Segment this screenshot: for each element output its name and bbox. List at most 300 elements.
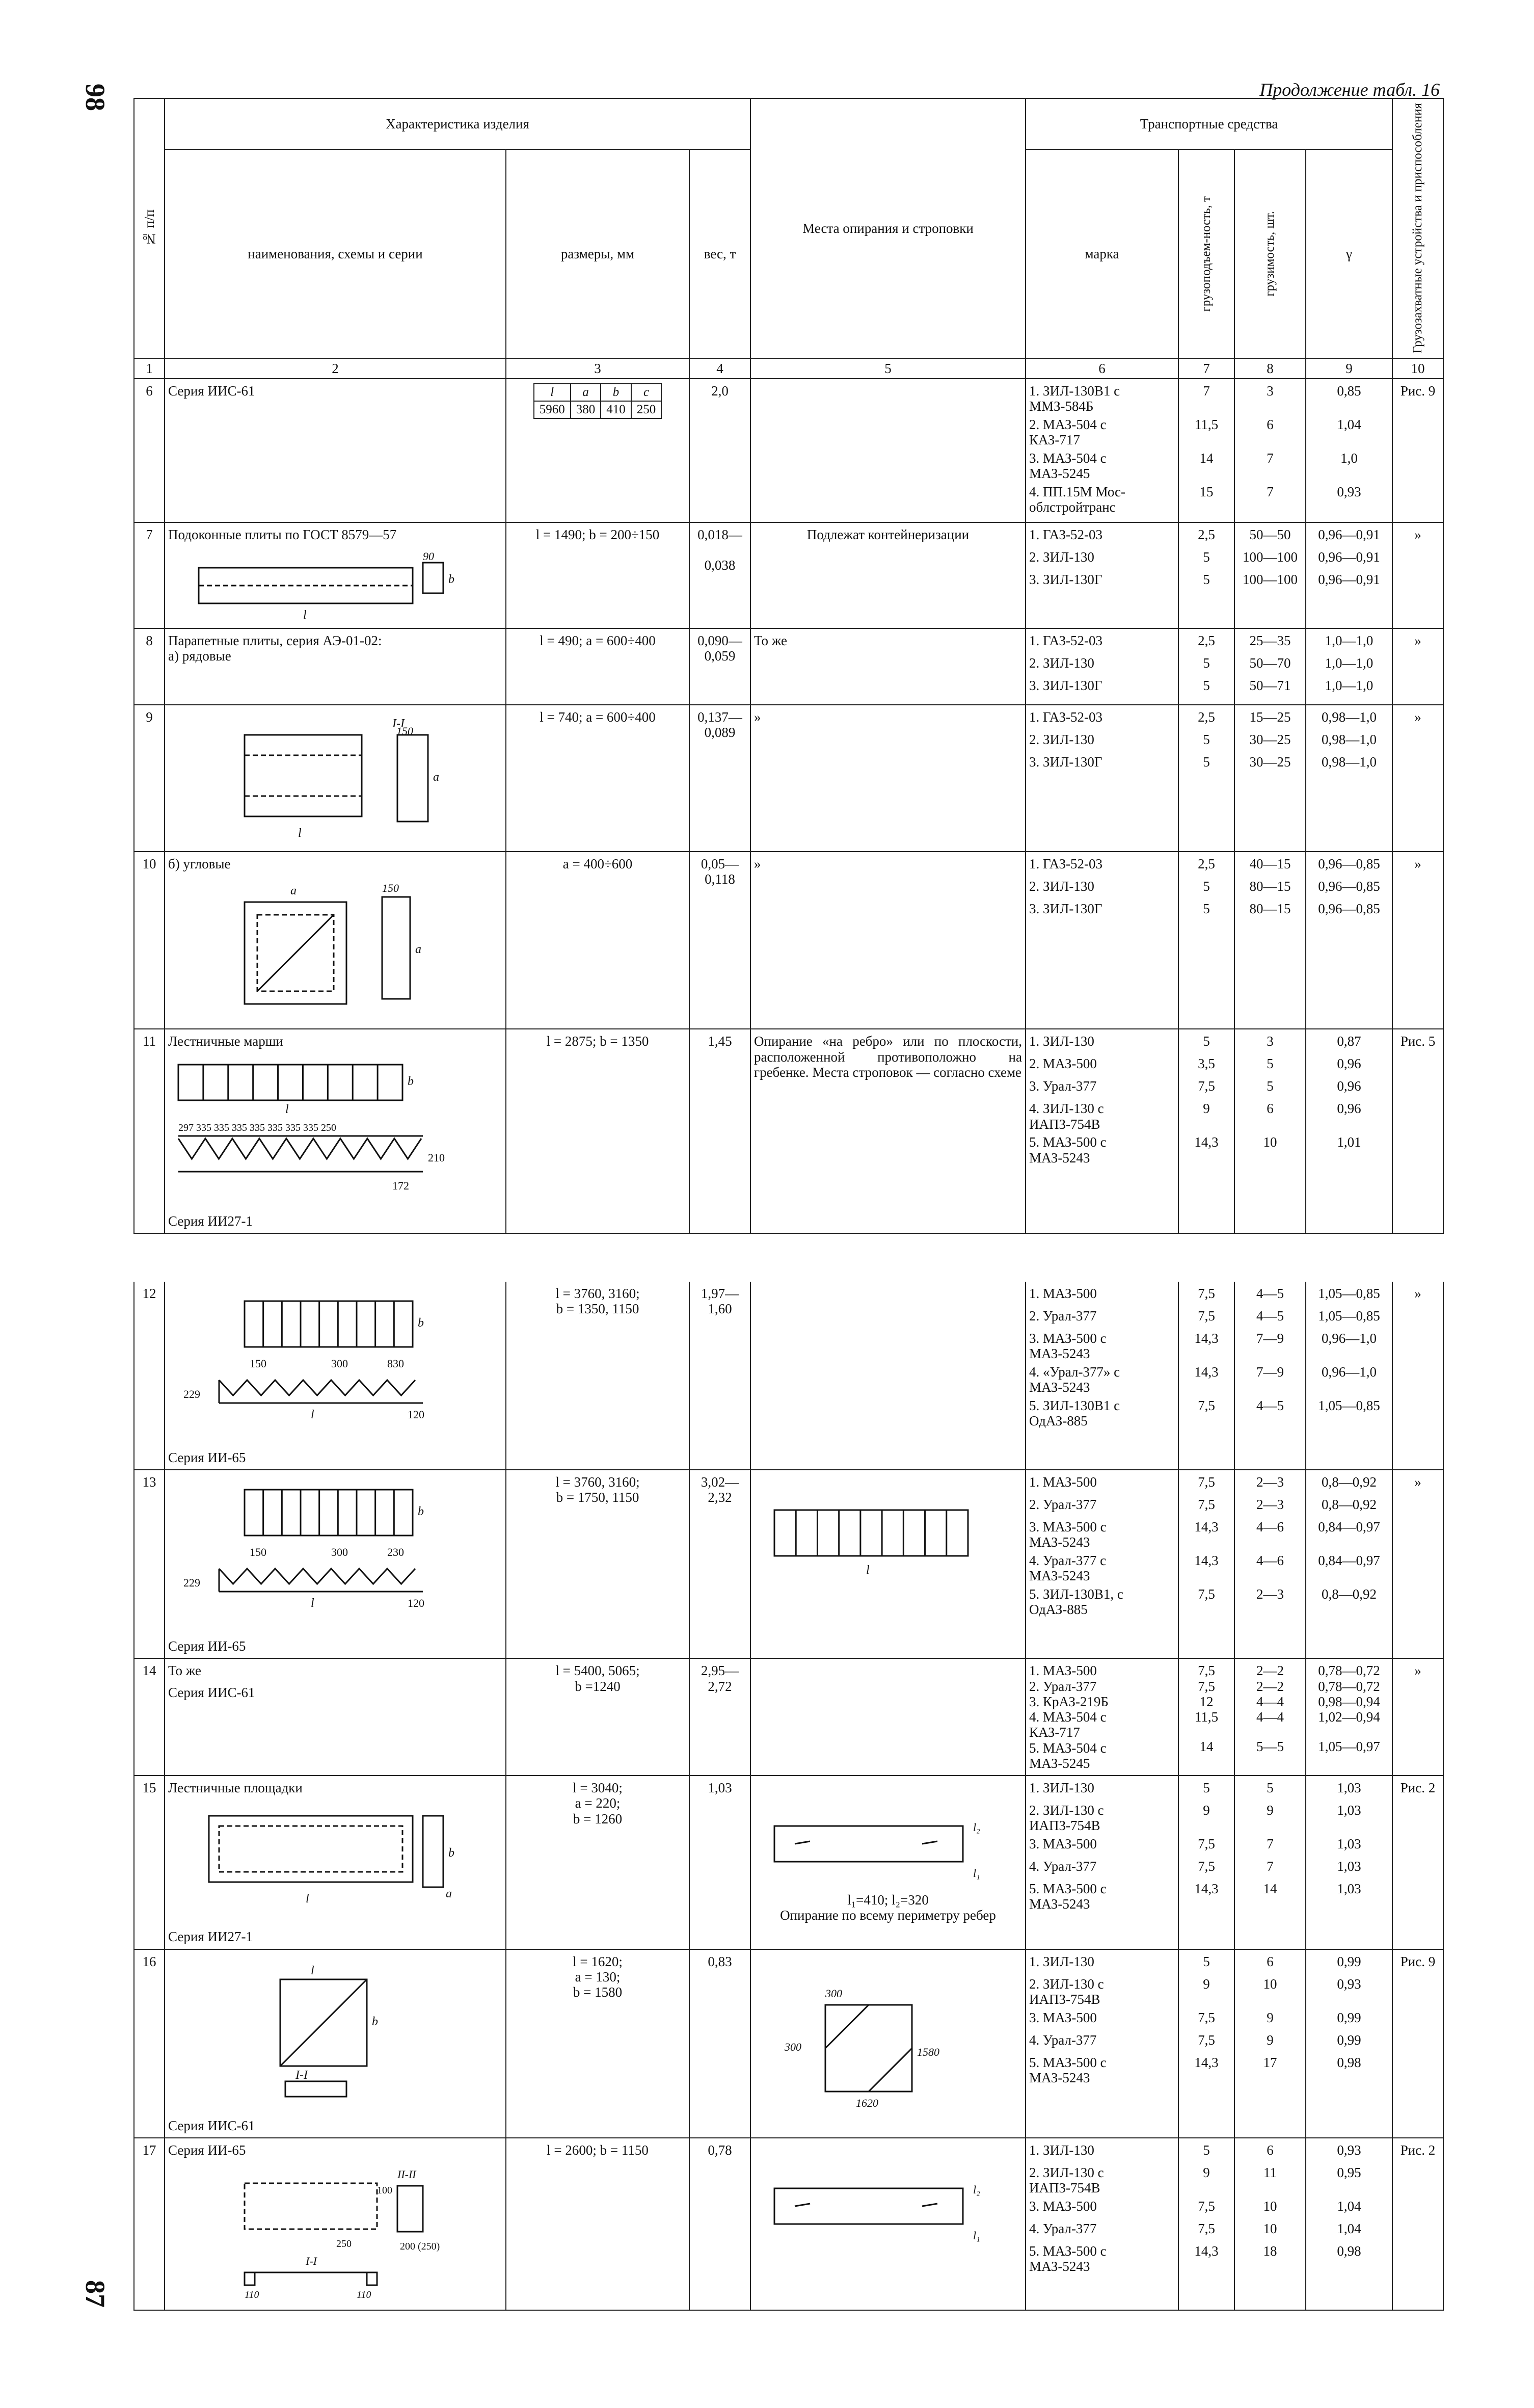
vehicle-capacity: 15 [1199, 484, 1214, 499]
vehicle-capacity-cell [1178, 1949, 1234, 2138]
vehicle-quantity: 15—25 [1249, 709, 1291, 725]
vehicle-capacity: 7 [1203, 383, 1210, 399]
vehicle-quantity: 30—25 [1249, 754, 1291, 770]
vehicle-capacity: 5 [1203, 571, 1210, 587]
weight-cell: 1,03 [689, 1776, 750, 1949]
device-cell: Рис. 2 [1392, 2138, 1443, 2310]
stair-teeth [219, 1569, 415, 1584]
vehicle-quantity-cell [1234, 628, 1306, 705]
stair-dim-l: l [311, 1408, 314, 1421]
vehicle-quantity: 40—15 [1249, 856, 1291, 872]
vehicle-capacity: 7,5 [1198, 1836, 1215, 1852]
vehicle-gamma: 1,03 [1337, 1881, 1361, 1897]
product-series: Серия ИИ-65 [168, 1638, 246, 1654]
vehicle-capacity: 7,5 [1198, 2220, 1215, 2236]
column-number-row [134, 358, 1443, 379]
support-cell [750, 1776, 1026, 1949]
product-name-cell [165, 628, 506, 705]
vehicle-brand: 1. ЗИЛ-130 [1029, 1034, 1094, 1049]
vehicle-gamma: 0,84—0,97 [1318, 1553, 1380, 1569]
vehicle-gamma: 1,02—0,94 [1318, 1709, 1380, 1725]
vehicle-brand: 2. ЗИЛ-130 [1029, 732, 1094, 748]
vehicle-gamma: 1,0—1,0 [1325, 633, 1374, 649]
vehicle-gamma-cell [1306, 522, 1392, 628]
vehicle-brand: 2. Урал-377 [1029, 1678, 1097, 1694]
dimensions-cell [506, 522, 689, 628]
col-header-capacity: грузоподъем-ность, т [1178, 149, 1234, 358]
vehicle-quantity: 11 [1263, 2164, 1277, 2180]
vehicle-capacity: 14,3 [1194, 2243, 1219, 2259]
vehicle-quantity: 5—5 [1256, 1739, 1284, 1755]
sill-dim-l: l [303, 608, 307, 622]
vehicle-quantity-cell [1234, 522, 1306, 628]
table-row [134, 379, 1443, 522]
dimensions-text: l = 3760, 3160; b = 1350, 1150 [555, 1286, 640, 1317]
vehicle-gamma-cell [1306, 1658, 1392, 1776]
vehicle-brand: 2. ЗИЛ-130 с ИАПЗ-754В [1029, 2164, 1104, 2196]
product-name: Лестничные площадки [168, 1780, 303, 1796]
vehicle-brand: 3. ЗИЛ-130Г [1029, 901, 1102, 917]
dim-head: l [534, 384, 571, 401]
vehicle-gamma: 0,96—0,85 [1318, 856, 1380, 872]
landing-drawing [168, 1801, 474, 1923]
vehicle-quantity: 4—4 [1256, 1693, 1284, 1709]
stair-dim-120: 120 [408, 1597, 424, 1610]
product-name: б) угловые [168, 856, 231, 872]
vehicle-brand-cell [1026, 379, 1178, 522]
stair-dim-120: 120 [408, 1408, 424, 1421]
vehicle-capacity: 11,5 [1194, 1709, 1219, 1725]
vehicle-quantity: 6 [1267, 416, 1274, 432]
transport-table-top [133, 98, 1444, 1234]
sill-dim-c: 90 [423, 550, 434, 563]
vehicle-quantity-cell [1234, 705, 1306, 852]
vehicle-quantity: 4—6 [1256, 1519, 1284, 1535]
support-cell [750, 379, 1026, 522]
vehicle-quantity: 6 [1267, 1101, 1274, 1117]
col-header-support: Места опирания и строповки [750, 98, 1026, 358]
vehicle-brand: 2. ЗИЛ-130 [1029, 879, 1094, 894]
vehicle-quantity: 18 [1263, 2243, 1277, 2259]
corner-section [382, 897, 410, 999]
vehicle-quantity: 14 [1263, 1881, 1277, 1897]
page-number-bottom: 87 [80, 2280, 111, 2308]
page-number-top: 98 [80, 84, 111, 111]
slab-section2-label: I-I [306, 2255, 317, 2268]
column-number-8: 8 [1234, 358, 1306, 379]
vehicle-quantity: 4—5 [1256, 1286, 1284, 1301]
support-dim-300a: 300 [825, 1987, 842, 2000]
dimensions-cell [506, 852, 689, 1029]
vehicle-brand: 3. ЗИЛ-130Г [1029, 678, 1102, 694]
stair-dim-300: 300 [331, 1357, 348, 1370]
vehicle-gamma: 1,03 [1337, 1836, 1361, 1852]
vehicle-capacity: 5 [1203, 678, 1210, 694]
dimensions-text: l = 1620; a = 130; b = 1580 [573, 1953, 623, 2000]
parapet-section-label: I-I [392, 717, 405, 731]
support-dims: l₁=410; l₂=320 [847, 1892, 929, 1908]
weight-cell: 2,0 [689, 379, 750, 522]
slab-rib-1 [245, 2272, 255, 2285]
vehicle-quantity: 9 [1267, 2009, 1274, 2025]
vehicle-gamma: 1,03 [1337, 1803, 1361, 1818]
product-series: Серия ИИ27-1 [168, 1213, 253, 1229]
stair-dim-3: 830 [387, 1357, 404, 1370]
support-text: Подлежат контейнеризации [806, 526, 970, 542]
support-plan [774, 2188, 963, 2224]
vehicle-brand: 2. Урал-377 [1029, 1497, 1097, 1513]
vehicle-brand: 1. ГАЗ-52-03 [1029, 856, 1103, 872]
column-number-6: 6 [1026, 358, 1178, 379]
vehicle-capacity-cell [1178, 379, 1234, 522]
stair-dim-b: b [418, 1316, 424, 1330]
vehicle-capacity: 5 [1203, 901, 1210, 917]
vehicle-capacity: 7,5 [1198, 1474, 1215, 1490]
row-number: 12 [134, 1282, 165, 1470]
vehicle-quantity: 80—15 [1249, 879, 1291, 894]
table-row [134, 522, 1443, 628]
vehicle-gamma-cell [1306, 1282, 1392, 1470]
slab-dim-250: 250 [336, 2238, 352, 2250]
support-text: » [754, 709, 761, 725]
product-name: Серия ИИ-65 [168, 2142, 246, 2158]
table-row [134, 1282, 1443, 1470]
vehicle-brand: 1. ГАЗ-52-03 [1029, 633, 1103, 649]
product-name-cell [165, 1470, 506, 1658]
vehicle-gamma: 0,98—1,0 [1322, 709, 1377, 725]
dim-value: 410 [601, 401, 631, 418]
vehicle-gamma: 0,96 [1337, 1101, 1361, 1117]
vehicle-quantity: 25—35 [1249, 633, 1291, 649]
slab-dim-200: 200 (250) [400, 2241, 440, 2253]
vehicle-quantity: 17 [1263, 2054, 1277, 2070]
product-name: Парапетные плиты, серия АЭ-01-02: а) рядовые [168, 633, 382, 664]
support-hook-1 [795, 1841, 810, 1844]
vehicle-gamma-cell [1306, 705, 1392, 852]
vehicle-capacity-cell [1178, 1658, 1234, 1776]
stair-steps-dims: 297 335 335 335 335 335 335 335 250 [178, 1122, 336, 1133]
vehicle-capacity: 7,5 [1198, 1398, 1215, 1413]
vehicle-gamma: 0,95 [1337, 2164, 1361, 2180]
vehicle-capacity: 3,5 [1198, 1056, 1215, 1072]
row-number: 10 [134, 852, 165, 1029]
column-number-1: 1 [134, 358, 165, 379]
vehicle-quantity: 30—25 [1249, 732, 1291, 748]
vehicle-capacity: 9 [1203, 1101, 1210, 1117]
dimensions-cell [506, 379, 689, 522]
row-number: 13 [134, 1470, 165, 1658]
product-series: Серия ИИ27-1 [168, 1929, 253, 1945]
vehicle-quantity-cell [1234, 852, 1306, 1029]
vehicle-quantity: 4—6 [1256, 1553, 1284, 1569]
support-cell [750, 1949, 1026, 2138]
transport-table-bottom [133, 1282, 1444, 2311]
vehicle-gamma-cell [1306, 1776, 1392, 1949]
vehicle-capacity-cell [1178, 1029, 1234, 1233]
corner-dim-w: 150 [382, 882, 399, 895]
column-number-3: 3 [506, 358, 689, 379]
product-name-cell [165, 705, 506, 852]
vehicle-brand: 4. Урал-377 [1029, 1859, 1097, 1874]
support-dim-l1: l₁ [973, 1867, 980, 1880]
product-name-cell [165, 522, 506, 628]
product-name-cell [165, 1029, 506, 1233]
vehicle-brand-cell [1026, 852, 1178, 1029]
support-cell [750, 628, 1026, 705]
vehicle-gamma: 0,85 [1337, 383, 1361, 399]
vehicle-quantity: 5 [1267, 1056, 1274, 1072]
vehicle-capacity: 7,5 [1198, 1286, 1215, 1301]
vehicle-gamma: 0,98—0,94 [1318, 1693, 1380, 1709]
vehicle-capacity: 5 [1203, 1953, 1210, 1969]
vehicle-brand: 1. ЗИЛ-130 [1029, 1953, 1094, 1969]
parapet-section [397, 735, 428, 822]
col-header-weight: вес, т [689, 149, 750, 358]
vehicle-quantity: 7 [1267, 1836, 1274, 1852]
vehicle-gamma: 0,78—0,72 [1318, 1678, 1380, 1694]
stair-dim-l: l [285, 1102, 289, 1116]
vehicle-gamma: 1,0 [1340, 450, 1358, 466]
dimensions-cell [506, 2138, 689, 2310]
vehicle-brand: 3. ЗИЛ-130Г [1029, 754, 1102, 770]
vehicle-capacity: 11,5 [1194, 416, 1219, 432]
column-number-2: 2 [165, 358, 506, 379]
vehicle-gamma-cell [1306, 2138, 1392, 2310]
dimensions-table [533, 383, 662, 419]
device-cell: Рис. 9 [1392, 379, 1443, 522]
row-number: 15 [134, 1776, 165, 1949]
stair-plan [245, 1490, 413, 1536]
col-header-number: № п/п [134, 98, 165, 358]
table-row [134, 2138, 1443, 2310]
vehicle-brand: 4. Урал-377 [1029, 2220, 1097, 2236]
vehicle-brand: 3. МАЗ-500 с МАЗ-5243 [1029, 1519, 1107, 1550]
vehicle-gamma-cell [1306, 852, 1392, 1029]
vehicle-gamma: 1,04 [1337, 416, 1361, 432]
vehicle-brand: 3. Урал-377 [1029, 1078, 1097, 1094]
product-series: Серия ИИС-61 [168, 2118, 255, 2133]
vehicle-capacity: 9 [1203, 1803, 1210, 1818]
row-number: 7 [134, 522, 165, 628]
vehicle-gamma: 0,96—0,91 [1318, 526, 1380, 542]
vehicle-quantity: 10 [1263, 2220, 1277, 2236]
vehicle-quantity: 2—2 [1256, 1663, 1284, 1679]
vehicle-quantity-cell [1234, 1949, 1306, 2138]
device-cell: » [1392, 628, 1443, 705]
vehicle-capacity: 9 [1203, 2164, 1210, 2180]
vehicle-capacity: 2,5 [1198, 526, 1215, 542]
slab-rib-2 [367, 2272, 377, 2285]
vehicle-gamma: 0,96—0,91 [1318, 549, 1380, 565]
support-text: Опирание по всему периметру ребер [780, 1908, 996, 1923]
vehicle-quantity: 50—50 [1249, 526, 1291, 542]
corner-diagonal [257, 915, 334, 991]
vehicle-capacity: 5 [1203, 879, 1210, 894]
vehicle-gamma: 1,01 [1337, 1134, 1361, 1150]
vehicle-gamma-cell [1306, 1949, 1392, 2138]
vehicle-brand-cell [1026, 705, 1178, 852]
product-name-cell [165, 1949, 506, 2138]
vehicle-quantity: 7 [1267, 450, 1274, 466]
dimensions-cell [506, 1949, 689, 2138]
vehicle-quantity-cell [1234, 1470, 1306, 1658]
vehicle-gamma: 0,93 [1337, 2142, 1361, 2158]
weight-cell: 0,78 [689, 2138, 750, 2310]
dimensions-text: a = 400÷600 [562, 856, 633, 872]
vehicle-gamma: 1,05—0,97 [1318, 1739, 1380, 1755]
landing-dim-b: b [448, 1846, 454, 1860]
vehicle-capacity: 2,5 [1198, 709, 1215, 725]
vehicle-quantity: 100—100 [1243, 549, 1298, 565]
vehicle-brand-cell [1026, 628, 1178, 705]
weight-cell: 0,83 [689, 1949, 750, 2138]
row-number: 14 [134, 1658, 165, 1776]
vehicle-gamma: 1,03 [1337, 1780, 1361, 1796]
vehicle-brand: 1. ГАЗ-52-03 [1029, 526, 1103, 542]
stair-teeth [219, 1380, 415, 1395]
dim-value: 380 [571, 401, 601, 418]
vehicle-capacity: 2,5 [1198, 633, 1215, 649]
weight-cell: 0,137— 0,089 [689, 705, 750, 852]
device-cell: » [1392, 1658, 1443, 1776]
vehicle-brand: 1. МАЗ-500 [1029, 1474, 1097, 1490]
vehicle-gamma: 0,99 [1337, 1953, 1361, 1969]
slab-dim-f1: 110 [245, 2289, 259, 2301]
sill-section [423, 563, 443, 593]
vehicle-quantity: 5 [1267, 1780, 1274, 1796]
support-cell [750, 852, 1026, 1029]
weight-cell: 1,45 [689, 1029, 750, 1233]
dimensions-text: l = 740; a = 600÷400 [540, 709, 656, 725]
vehicle-capacity: 7,5 [1198, 2198, 1215, 2214]
col-header-gamma: γ [1306, 149, 1392, 358]
dimensions-text: l = 2875; b = 1350 [546, 1034, 649, 1049]
stair-dim-229: 229 [183, 1388, 200, 1400]
support-cell [750, 1282, 1026, 1470]
support-diag-1 [825, 2005, 869, 2048]
vehicle-capacity: 7,5 [1198, 1678, 1215, 1694]
vehicle-gamma: 0,96—1,0 [1322, 1331, 1377, 1346]
vehicle-capacity: 7,5 [1198, 1586, 1215, 1602]
row-number: 9 [134, 705, 165, 852]
vehicle-quantity: 10 [1263, 2198, 1277, 2214]
support-cell [750, 2138, 1026, 2310]
support-scheme [754, 1801, 999, 1892]
vehicle-capacity: 5 [1203, 655, 1210, 671]
vehicle-brand: 2. Урал-377 [1029, 1308, 1097, 1324]
device-cell: » [1392, 522, 1443, 628]
stair-dim-b: b [418, 1505, 424, 1519]
vehicle-quantity-cell [1234, 1776, 1306, 1949]
product-name: Лестничные марши [168, 1034, 283, 1049]
vehicle-quantity: 50—70 [1249, 655, 1291, 671]
vehicle-capacity: 7,5 [1198, 1078, 1215, 1094]
product-series: Серия ИИС-61 [168, 1684, 255, 1700]
vehicle-quantity-cell [1234, 379, 1306, 522]
device-cell: » [1392, 705, 1443, 852]
vehicle-gamma-cell [1306, 628, 1392, 705]
vehicle-brand: 3. МАЗ-500 [1029, 2009, 1097, 2025]
vehicle-brand-cell [1026, 1776, 1178, 1949]
corner-dim-a2: a [415, 943, 421, 957]
vehicle-capacity: 9 [1203, 1976, 1210, 1992]
stair-flight-drawing [168, 1291, 474, 1444]
table-row [134, 1470, 1443, 1658]
vehicle-gamma: 0,98—1,0 [1322, 732, 1377, 748]
parapet-dim-a: a [433, 771, 439, 784]
vehicle-brand: 5. МАЗ-500 с МАЗ-5243 [1029, 2054, 1107, 2085]
dim-head: a [571, 384, 601, 401]
product-name-cell [165, 1658, 506, 1776]
vehicle-brand: 5. МАЗ-500 с МАЗ-5243 [1029, 1881, 1107, 1912]
column-number-10: 10 [1392, 358, 1443, 379]
vehicle-capacity: 5 [1203, 754, 1210, 770]
table-row [134, 852, 1443, 1029]
vehicle-quantity: 6 [1267, 2142, 1274, 2158]
vehicle-capacity: 7,5 [1198, 1859, 1215, 1874]
vehicle-brand: 1. МАЗ-500 [1029, 1663, 1097, 1679]
vehicle-capacity-cell [1178, 705, 1234, 852]
vehicle-capacity: 5 [1203, 732, 1210, 748]
support-dim-1580: 1580 [917, 2045, 939, 2058]
vehicle-quantity: 7 [1267, 1859, 1274, 1874]
vehicle-brand: 5. ЗИЛ-130В1, с ОдАЗ-885 [1029, 1586, 1123, 1618]
landing-section [423, 1816, 443, 1887]
vehicle-gamma: 1,05—0,85 [1318, 1286, 1380, 1301]
vehicle-brand: 5. ЗИЛ-130В1 с ОдАЗ-885 [1029, 1398, 1120, 1429]
square-diagonal [280, 1979, 367, 2066]
landing-inner [219, 1826, 402, 1872]
vehicle-capacity-cell [1178, 2138, 1234, 2310]
vehicle-quantity: 50—71 [1249, 678, 1291, 694]
parapet-dim-w: 150 [396, 725, 413, 738]
product-name-cell [165, 852, 506, 1029]
vehicle-quantity: 2—2 [1256, 1678, 1284, 1694]
dim-head: c [631, 384, 662, 401]
stair-dim-l: l [311, 1597, 314, 1610]
vehicle-capacity: 7,5 [1198, 1663, 1215, 1679]
table-row [134, 1658, 1443, 1776]
weight-cell: 0,090— 0,059 [689, 628, 750, 705]
vehicle-quantity: 7 [1267, 484, 1274, 499]
vehicle-gamma: 1,04 [1337, 2198, 1361, 2214]
product-name: Серия ИИС-61 [168, 383, 255, 399]
vehicle-brand: 4. Урал-377 с МАЗ-5243 [1029, 1553, 1107, 1584]
product-name-cell [165, 1776, 506, 1949]
vehicle-quantity: 2—3 [1256, 1586, 1284, 1602]
dimensions-text: l = 1490; b = 200÷150 [535, 526, 660, 542]
vehicle-quantity: 10 [1263, 1976, 1277, 1992]
dimensions-text: l = 490; a = 600÷400 [540, 633, 656, 649]
vehicle-quantity-cell [1234, 1282, 1306, 1470]
vehicle-brand-cell [1026, 522, 1178, 628]
vehicle-gamma: 0,96—0,91 [1318, 571, 1380, 587]
table-continuation-label: Продолжение табл. 16 [1259, 80, 1440, 100]
square-dim-b: b [372, 2015, 378, 2028]
row-number: 17 [134, 2138, 165, 2310]
parapet-dim-l: l [298, 827, 302, 840]
vehicle-quantity: 3 [1267, 383, 1274, 399]
vehicle-brand: 2. ЗИЛ-130 [1029, 655, 1094, 671]
vehicle-gamma: 0,98—1,0 [1322, 754, 1377, 770]
slab-dim-h: 100 [377, 2185, 392, 2197]
dimensions-cell [506, 705, 689, 852]
landing-dim-a: a [446, 1887, 452, 1901]
product-name-cell [165, 2138, 506, 2310]
support-scheme [754, 2163, 999, 2255]
vehicle-capacity-cell [1178, 522, 1234, 628]
square-section [285, 2081, 346, 2097]
